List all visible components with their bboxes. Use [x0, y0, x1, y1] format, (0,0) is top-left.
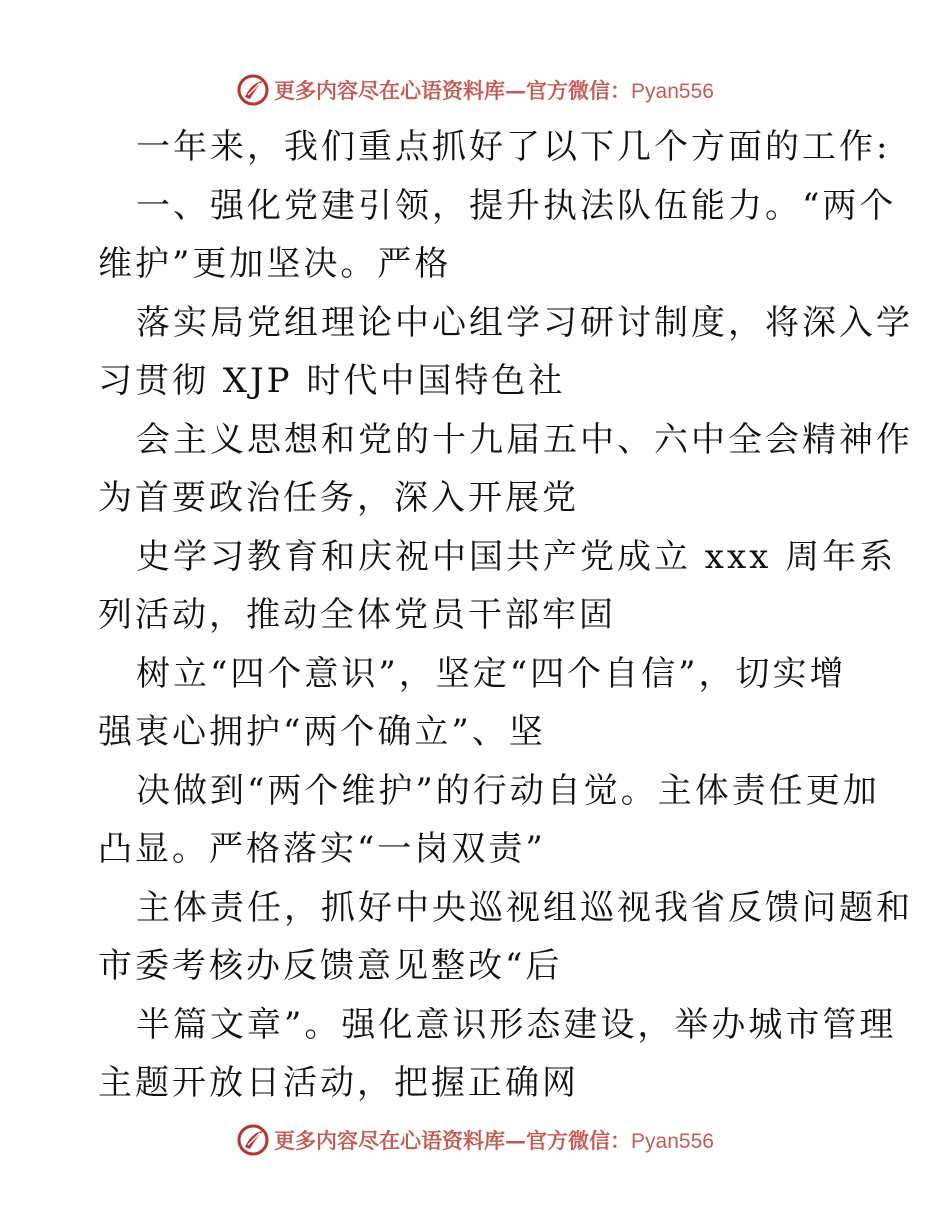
text-line: 会主义思想和党的十九届五中、六中全会精神作 [136, 419, 913, 460]
header-banner-wechat: Pyan556 [631, 80, 714, 103]
text-line: 落实局党组理论中心组学习研讨制度，将深入学 [136, 302, 913, 343]
text-line: 强衷心拥护“两个确立”、坚 [98, 712, 546, 752]
text-line: 决做到“两个维护”的行动自觉。主体责任更加 [136, 770, 880, 811]
text-line: 凸显。严格落实“一岗双责” [98, 829, 546, 869]
text-line: 主题开放日活动，把握正确网 [98, 1063, 579, 1103]
header-banner [0, 70, 950, 110]
footer-banner [0, 1120, 950, 1160]
text-line: 史学习教育和庆祝中国共产党成立 xxx 周年系 [136, 536, 897, 577]
text-line: 列活动，推动全体党员干部牢固 [98, 595, 616, 635]
logo-icon [236, 1123, 270, 1157]
footer-banner-wechat: Pyan556 [631, 1130, 714, 1153]
logo-icon [236, 73, 270, 107]
text-line: 为首要政治任务，深入开展党 [98, 478, 579, 518]
footer-banner-text [274, 1125, 714, 1155]
header-banner-text [274, 75, 714, 105]
text-line: 主体责任，抓好中央巡视组巡视我省反馈问题和 [136, 887, 913, 928]
text-line: 市委考核办反馈意见整改“后 [98, 946, 563, 986]
text-line: 半篇文章”。强化意识形态建设，举办城市管理 [136, 1004, 897, 1045]
text-line: 一年来，我们重点抓好了以下几个方面的工作: [136, 127, 891, 167]
text-line: 一、强化党建引领，提升执法队伍能力。“两个 [136, 185, 897, 226]
header-banner-label: 更多内容尽在心语资料库—官方微信： [274, 78, 632, 103]
text-line: 树立“四个意识”，坚定“四个自信”，切实增 [136, 653, 847, 694]
footer-banner-label: 更多内容尽在心语资料库—官方微信： [274, 1128, 632, 1153]
document-body [98, 118, 913, 1113]
text-line: 习贯彻 XJP 时代中国特色社 [98, 361, 566, 401]
text-line: 维护”更加坚决。严格 [98, 244, 452, 284]
